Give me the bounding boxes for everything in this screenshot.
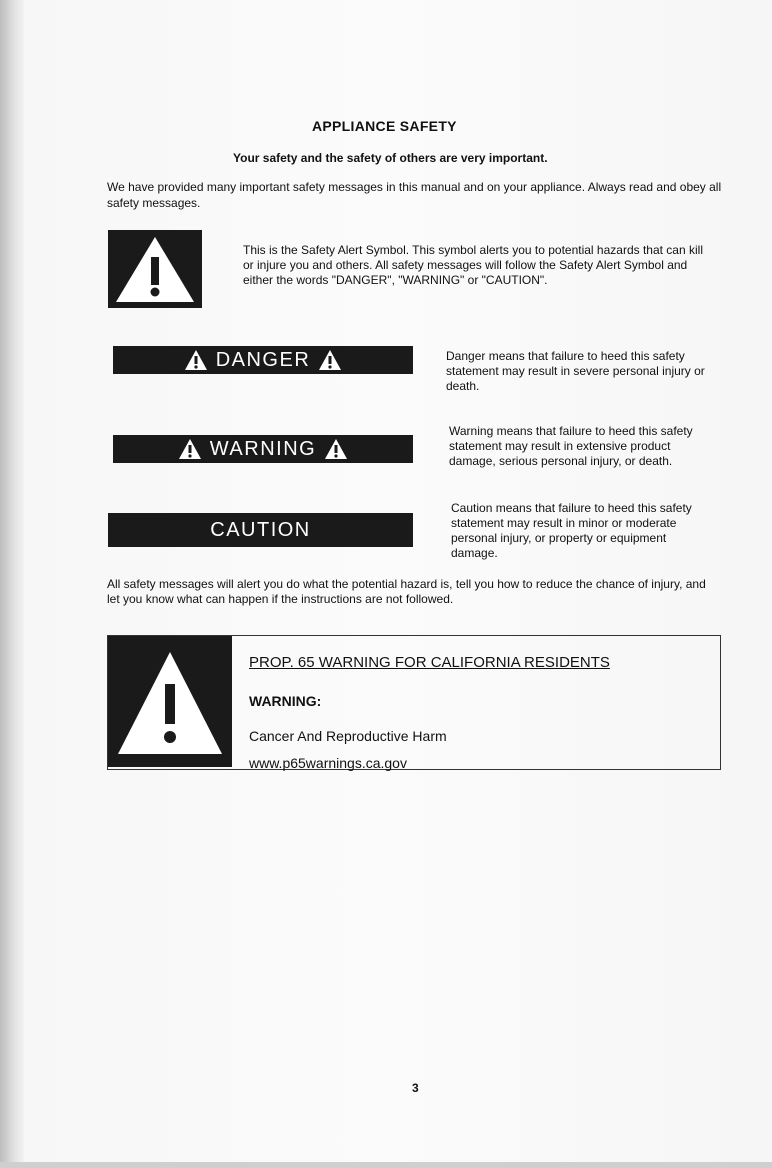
warning-banner (113, 435, 413, 463)
warning-label: WARNING (209, 437, 317, 460)
closing-paragraph: All safety messages will alert you do what the potential hazard is, tell you how to reduce the chance of injury, and let you know what can happen if the instructions are not followed. (107, 577, 706, 606)
page-subtitle: Your safety and the safety of others are very important. (233, 151, 548, 165)
page-bottom-edge (0, 1162, 772, 1168)
page-number: 3 (412, 1081, 419, 1095)
prop65-heading: PROP. 65 WARNING FOR CALIFORNIA RESIDENTS (249, 654, 610, 671)
intro-paragraph: We have provided many important safety messages in this manual and on your appliance. Always read and obey all safety messages. (107, 180, 722, 210)
warning-triangle-icon (108, 230, 202, 308)
warning-triangle-icon (318, 349, 342, 371)
prop65-website: www.p65warnings.ca.gov (249, 755, 407, 771)
caution-label: CAUTION (210, 518, 311, 541)
warning-triangle-icon (184, 349, 208, 371)
warning-triangle-icon (108, 636, 232, 767)
alert-symbol-description: This is the Safety Alert Symbol. This symbol alerts you to potential hazards that can kill or injure you and others. All safety messages will follow the Safety Alert Symbol and either the words "DANGER", "WARNING" or "CAUTION". (243, 243, 703, 287)
page-spine (0, 0, 24, 1168)
warning-description: Warning means that failure to heed this safety statement may result in extensive product damage, serious personal injury, or death. (449, 424, 693, 468)
page-title: APPLIANCE SAFETY (312, 118, 457, 134)
prop65-warning-label: WARNING: (249, 693, 322, 709)
caution-description: Caution means that failure to heed this safety statement may result in minor or moderate personal injury, or property or equipment damage. (451, 501, 692, 560)
prop65-harm-line: Cancer And Reproductive Harm (249, 728, 447, 744)
safety-alert-symbol (108, 230, 202, 308)
caution-banner (108, 513, 413, 547)
danger-label: DANGER (215, 348, 311, 371)
danger-banner (113, 346, 413, 374)
warning-triangle-icon (324, 438, 348, 460)
warning-triangle-icon (178, 438, 202, 460)
danger-description: Danger means that failure to heed this safety statement may result in severe personal injury or death. (446, 349, 705, 393)
prop65-alert-symbol (108, 636, 232, 767)
